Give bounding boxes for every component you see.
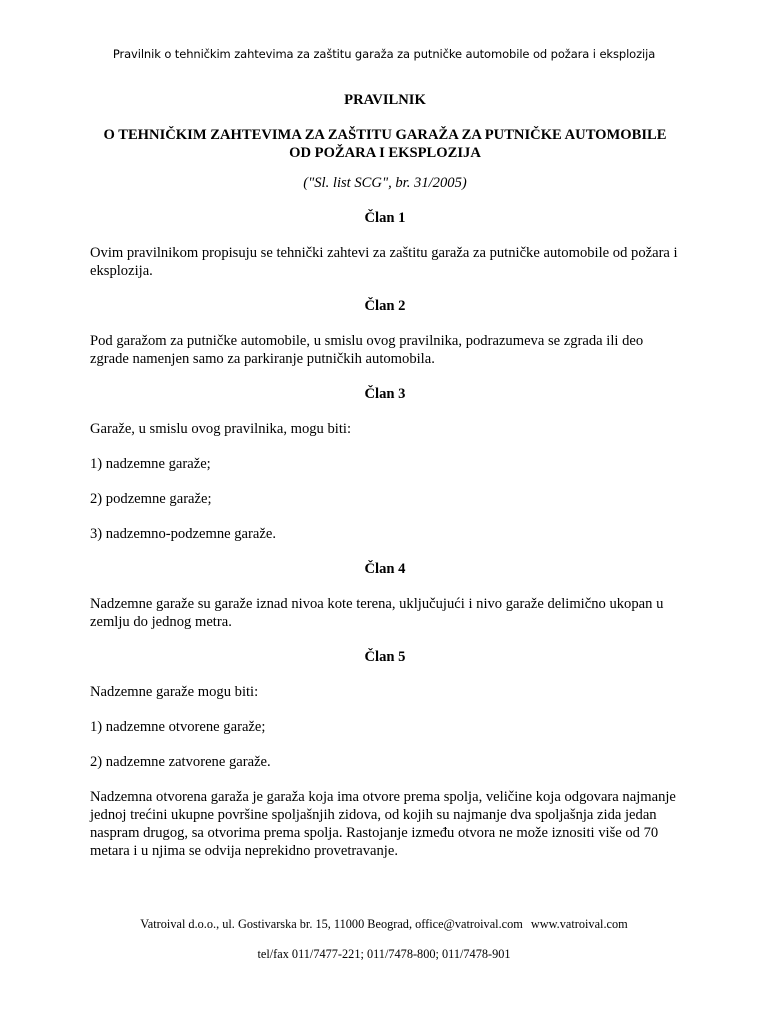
running-header: Pravilnik o tehničkim zahtevima za zaštitu garaža za putničke automobile od požara i eksplozija: [112, 47, 656, 61]
article-5-paragraph: Nadzemne garaže mogu biti:: [90, 684, 259, 700]
article-heading-4: Član 4: [364, 561, 406, 577]
article-3-list-item: 2) podzemne garaže;: [90, 491, 212, 507]
footer-phones: tel/fax 011/7477-221; 011/7478-800; 011/7478-901: [257, 947, 511, 961]
footer-address: Vatroival d.o.o., ul. Gostivarska br. 15, 11000 Beograd, office@vatroival.com: [140, 917, 523, 931]
gazette-reference: ("Sl. list SCG", br. 31/2005): [303, 175, 467, 191]
article-2-paragraph: Pod garažom za putničke automobile, u smislu ovog pravilnika, podrazumeva se zgrada ili deo zgrade namenjen samo za parkiranje putničkih automobila.: [90, 333, 644, 367]
article-4-paragraph: Nadzemne garaže su garaže iznad nivoa kote terena, uključujući i nivo garaže delimično ukopan u zemlju do jednog metra.: [90, 596, 664, 630]
subtitle-line-1: O TEHNIČKIM ZAHTEVIMA ZA ZAŠTITU GARAŽA ZA PUTNIČKE AUTOMOBILE: [103, 127, 667, 143]
article-heading-3: Član 3: [364, 386, 406, 402]
subtitle-line-2: OD POŽARA I EKSPLOZIJA: [289, 145, 481, 161]
article-3-list-item: 3) nadzemno-podzemne garaže.: [90, 526, 276, 542]
article-heading-5: Član 5: [364, 649, 406, 665]
article-3-paragraph: Garaže, u smislu ovog pravilnika, mogu biti:: [90, 421, 352, 437]
footer-address-line: [0, 917, 768, 932]
article-5-paragraph: Nadzemna otvorena garaža je garaža koja ima otvore prema spolja, veličine koja odgovara najmanje jednoj trećini ukupne površine spoljašnjih zidova, od kojih su najmanje dva spoljašnja zida jedan naspram drugog, sa otvorima prema spolja. Rastojanje između otvora ne može iznositi više od 70 metara i u njima se odvija neprekidno provetravanje.: [90, 789, 676, 859]
article-heading-1: Član 1: [364, 210, 406, 226]
article-5-list-item: 2) nadzemne zatvorene garaže.: [90, 754, 271, 770]
article-3-list-item: 1) nadzemne garaže;: [90, 456, 211, 472]
footer-website-link[interactable]: www.vatroival.com: [530, 917, 628, 931]
article-1-paragraph: Ovim pravilnikom propisuju se tehnički zahtevi za zaštitu garaža za putničke automobile od požara i eksplozija.: [90, 245, 678, 279]
article-heading-2: Član 2: [364, 298, 406, 314]
article-5-list-item: 1) nadzemne otvorene garaže;: [90, 719, 266, 735]
document-title: PRAVILNIK: [344, 92, 426, 108]
document-body: [90, 91, 680, 877]
document-subtitle: [90, 126, 680, 162]
